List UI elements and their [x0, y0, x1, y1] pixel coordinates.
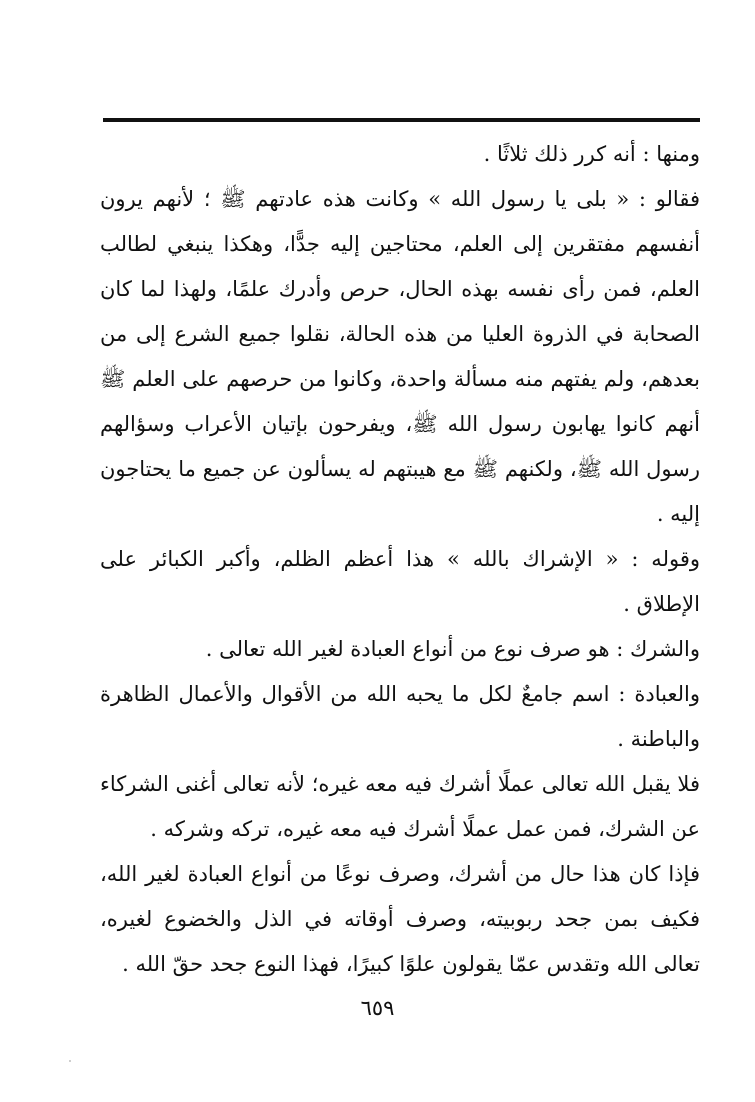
body-text [100, 132, 700, 987]
paragraph-4: والشرك : هو صرف نوع من أنواع العبادة لغير الله تعالى . [205, 637, 700, 661]
paragraph-7: فإذا كان هذا حال من أشرك، وصرف نوعًا من أنواع العبادة لغير الله، فكيف بمن جحد ربوبيته، وصرف أوقاته في الذل والخضوع لغيره، تعالى الله وتقدس عمّا يقولون علوًا كبيرًا، فهذا النوع جحد حقّ الله . [100, 862, 700, 976]
paragraph-3: وقوله : « الإشراك بالله » هذا أعظم الظلم، وأكبر الكبائر على الإطلاق . [100, 547, 700, 616]
page-number: ٦٥٩ [360, 996, 395, 1020]
paragraph-1: ومنها : أنه كرر ذلك ثلاثًا . [483, 142, 700, 166]
scan-speck [69, 1060, 71, 1062]
header-rule [103, 118, 700, 122]
paragraph-6: فلا يقبل الله تعالى عملًا أشرك فيه معه غيره؛ لأنه تعالى أغنى الشركاء عن الشرك، فمن عمل عملًا أشرك فيه معه غيره، تركه وشركه . [100, 772, 700, 841]
paragraph-5: والعبادة : اسم جامعٌ لكل ما يحبه الله من الأقوال والأعمال الظاهرة والباطنة . [100, 682, 700, 751]
paragraph-2: فقالو : « بلى يا رسول الله » وكانت هذه عادتهم ﷺ ؛ لأنهم يرون أنفسهم مفتقرين إلى العلم، محتاجين إليه جدًّا، وهكذا ينبغي لطالب العلم، فمن رأى نفسه بهذه الحال، حرص وأدرك علمًا، ولهذا لما كان الصحابة في الذروة العليا من هذه الحالة، نقلوا جميع الشرع إلى من بعدهم، ولم يفتهم منه مسألة واحدة، وكانوا من حرصهم على العلم ﷺ أنهم كانوا يهابون رسول الله ﷺ، ويفرحون بإتيان الأعراب وسؤالهم رسول الله ﷺ، ولكنهم ﷺ مع هيبتهم له يسألون عن جميع ما يحتاجون إليه . [100, 187, 700, 526]
